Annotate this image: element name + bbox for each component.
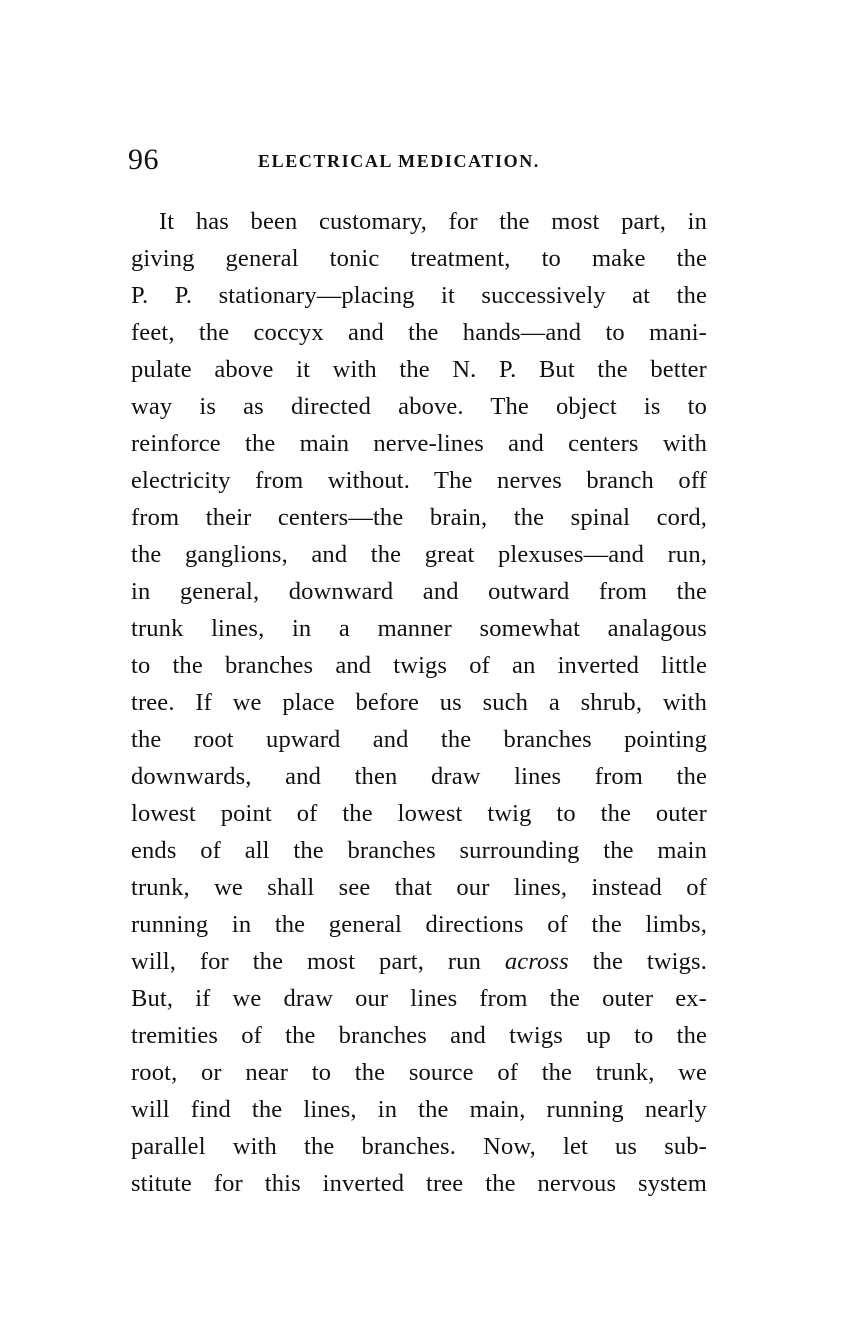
- running-head: [128, 140, 708, 180]
- text-line: trunk, we shall see that our lines, instead of: [131, 874, 707, 901]
- page-number: 96: [128, 143, 159, 176]
- text-line: to the branches and twigs of an inverted little: [131, 652, 707, 679]
- text-line: parallel with the branches. Now, let us sub-: [131, 1133, 707, 1160]
- text-line: tremities of the branches and twigs up to the: [131, 1022, 707, 1049]
- text-line: the ganglions, and the great plexuses—and run,: [131, 541, 707, 568]
- text-line: the root upward and the branches pointing: [131, 726, 707, 753]
- text-line: It has been customary, for the most part, in: [159, 208, 707, 235]
- text-line: stitute for this inverted tree the nervous system: [131, 1170, 707, 1197]
- text-line: ends of all the branches surrounding the main: [131, 837, 707, 864]
- text-line: pulate above it with the N. P. But the better: [131, 356, 707, 383]
- italic-word: across: [504, 948, 569, 975]
- body-paragraph: [131, 203, 707, 1202]
- text-line: from their centers—the brain, the spinal cord,: [131, 504, 707, 531]
- text-line: P. P. stationary—placing it successively at the: [131, 282, 707, 309]
- text-line: But, if we draw our lines from the outer ex-: [131, 985, 707, 1012]
- text-line: lowest point of the lowest twig to the outer: [131, 800, 707, 827]
- text-line: reinforce the main nerve-lines and centers with: [131, 430, 707, 457]
- text-line-with-italic: [131, 943, 707, 980]
- text-line: electricity from without. The nerves branch off: [131, 467, 707, 494]
- text-run: will, for the most part, run: [131, 948, 505, 975]
- text-line: downwards, and then draw lines from the: [131, 763, 707, 790]
- text-line: will find the lines, in the main, running nearly: [131, 1096, 707, 1123]
- text-line: running in the general directions of the limbs,: [131, 911, 707, 938]
- text-line: in general, downward and outward from the: [131, 578, 707, 605]
- text-line: feet, the coccyx and the hands—and to mani-: [131, 319, 707, 346]
- text-line: root, or near to the source of the trunk, we: [131, 1059, 707, 1086]
- text-line: tree. If we place before us such a shrub, with: [131, 689, 707, 716]
- running-title: ELECTRICAL MEDICATION.: [258, 151, 540, 171]
- text-line: way is as directed above. The object is to: [131, 393, 707, 420]
- text-line: trunk lines, in a manner somewhat analagous: [131, 615, 707, 642]
- text-line: giving general tonic treatment, to make the: [131, 245, 707, 272]
- text-run: the twigs.: [568, 948, 707, 975]
